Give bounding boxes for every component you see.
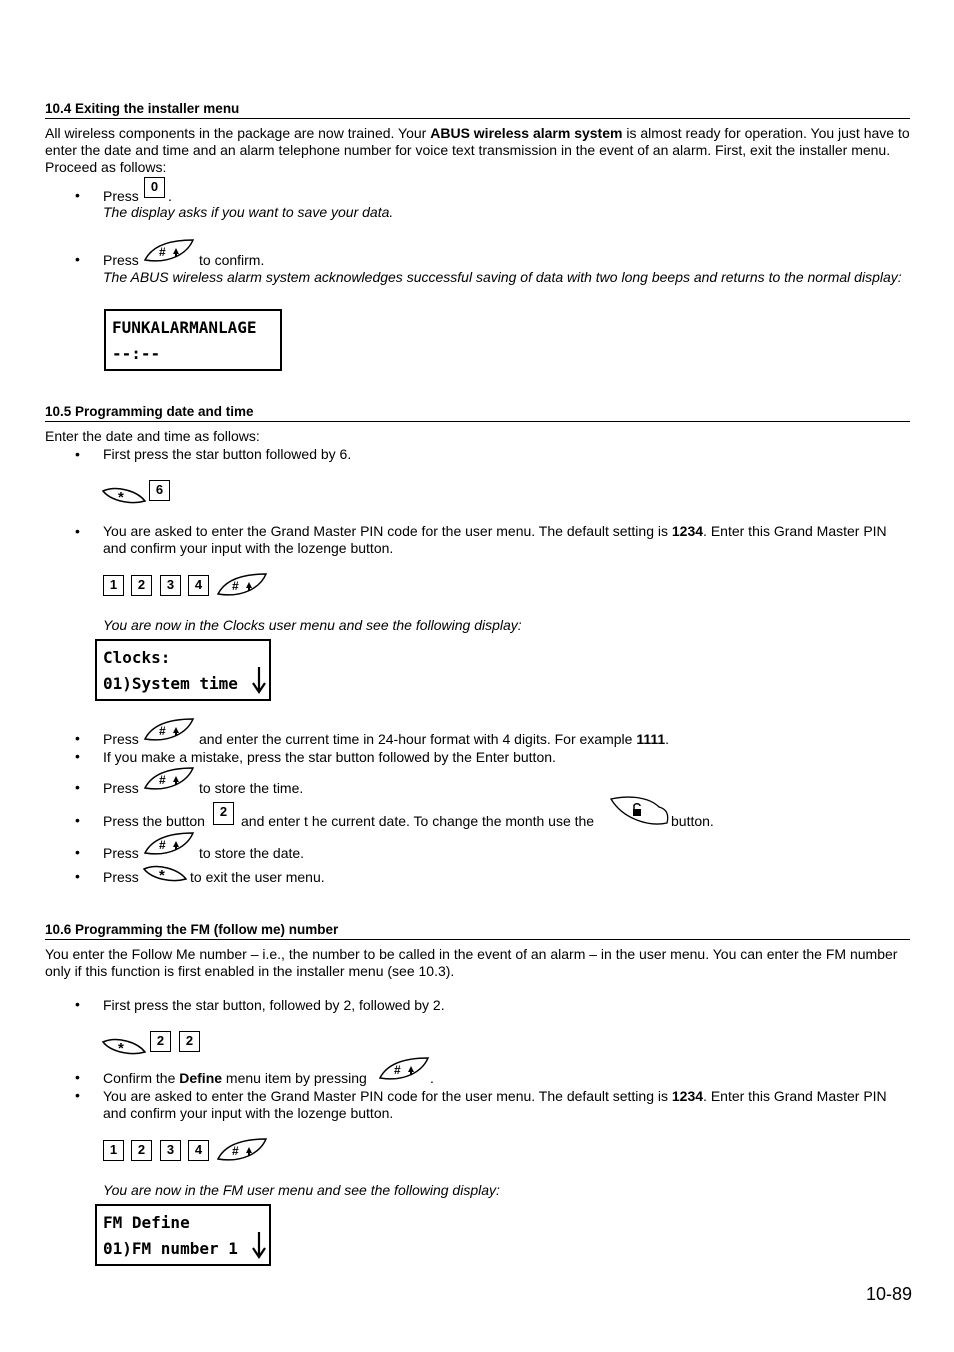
bullet: • (75, 1087, 80, 1103)
pin-default: 1234 (671, 1088, 704, 1104)
key-0: 0 (144, 177, 165, 198)
section-heading-10-4: 10.4 Exiting the installer menu (45, 101, 910, 119)
fm-menu-note: You are now in the FM user menu and see the following display: (103, 1182, 500, 1198)
key-2: 2 (213, 802, 234, 825)
bullet: • (75, 1069, 80, 1085)
key-2: 2 (131, 1140, 152, 1161)
press-label: Press (103, 869, 139, 885)
star-two-two-step: First press the star button, followed by 2, followed by 2. (103, 997, 445, 1013)
bullet: • (75, 996, 80, 1012)
confirm-text: to confirm. (199, 252, 265, 268)
intro-paragraph (45, 125, 910, 176)
enter-date-text: and enter t he current date. To change the month use the (241, 813, 595, 829)
bullet: • (75, 748, 80, 764)
key-4: 4 (188, 575, 209, 596)
bullet: • (75, 187, 80, 203)
down-arrow-icon (252, 1230, 266, 1260)
period: . (430, 1070, 434, 1086)
pin-text-a: You are asked to enter the Grand Master PIN code for the user menu. The default setting is (103, 523, 672, 539)
down-arrow-icon (252, 665, 266, 695)
bullet: • (75, 446, 80, 462)
pin-step (103, 1088, 903, 1122)
intro-text-a: All wireless components in the package are now trained. Your (45, 125, 431, 141)
key-2: 2 (150, 1031, 171, 1052)
hash-up-lozenge-icon (378, 1056, 430, 1084)
exit-user-menu-text: to exit the user menu. (190, 869, 325, 885)
key-4: 4 (188, 1140, 209, 1161)
save-data-note: The display asks if you want to save your data. (103, 204, 394, 220)
bullet: • (75, 251, 80, 267)
period: . (665, 731, 670, 747)
hash-up-lozenge-icon (216, 572, 268, 600)
date-time-intro: Enter the date and time as follows: (45, 428, 260, 444)
lcd-line-1: Clocks: (103, 648, 171, 667)
define-text-a: Confirm the (103, 1070, 180, 1086)
bullet: • (75, 812, 80, 828)
pin-text-c: . Enter this Grand Master PIN and confirm your input with the lozenge button. (103, 523, 887, 556)
lcd-line-2: 01)FM number 1 (103, 1239, 238, 1258)
pin-default: 1234 (671, 523, 704, 539)
unlock-button-icon (609, 795, 669, 827)
press-label: Press (103, 188, 139, 204)
button-word: button. (671, 813, 714, 829)
key-6: 6 (149, 480, 170, 501)
define-bold: Define (179, 1070, 223, 1086)
lcd-display-clocks (95, 639, 271, 701)
section-heading-10-5: 10.5 Programming date and time (45, 404, 910, 422)
bullet: • (75, 523, 80, 539)
pin-text-c: . Enter this Grand Master PIN and confirm your input with the lozenge button. (103, 1088, 887, 1121)
fm-intro: You enter the Follow Me number – i.e., the number to be called in the event of an alarm – in the user menu. You can enter the FM number only if this function is first enabled in the installer menu (see 10.3). (45, 946, 898, 979)
bullet: • (75, 779, 80, 795)
lcd-line-1: FM Define (103, 1213, 190, 1232)
press-label: Press (103, 731, 139, 747)
section-heading-10-6: 10.6 Programming the FM (follow me) number (45, 922, 910, 940)
clocks-menu-note: You are now in the Clocks user menu and see the following display: (103, 617, 522, 633)
lcd-display-normal (104, 309, 282, 371)
press-zero-step (103, 188, 903, 205)
enter-time-text (199, 731, 899, 748)
star-six-step: First press the star button followed by 6. (103, 446, 352, 462)
example-time: 1111 (636, 731, 666, 747)
key-2: 2 (179, 1031, 200, 1052)
intro-text-bold: ABUS wireless alarm system (430, 125, 623, 141)
key-2: 2 (131, 575, 152, 596)
pin-step (103, 523, 903, 557)
mistake-step: If you make a mistake, press the star button followed by the Enter button. (103, 749, 556, 765)
bullet: • (75, 844, 80, 860)
hash-up-lozenge-icon (216, 1137, 268, 1165)
hash-up-lozenge-icon (143, 238, 195, 266)
bullet: • (75, 730, 80, 746)
acknowledge-note: The ABUS wireless alarm system acknowledges successful saving of data with two long beeps and returns to the normal display: (103, 269, 902, 285)
star-button-icon (142, 861, 188, 885)
hash-up-lozenge-icon (143, 831, 195, 859)
pin-text-a: You are asked to enter the Grand Master PIN code for the user menu. The default setting is (103, 1088, 672, 1104)
press-button-label: Press the button (103, 813, 205, 829)
key-1: 1 (103, 1140, 124, 1161)
press-label: Press (103, 780, 139, 796)
page-number: 10-89 (865, 1284, 912, 1304)
lcd-display-fm (95, 1204, 271, 1266)
star-button-icon (101, 483, 147, 507)
press-label: Press (103, 252, 139, 268)
enter-time-a: and enter the current time in 24-hour format with 4 digits. For example (199, 731, 637, 747)
press-label: Press (103, 845, 139, 861)
key-3: 3 (160, 575, 181, 596)
hash-up-lozenge-icon (143, 766, 195, 794)
hash-up-lozenge-icon (143, 717, 195, 745)
define-step (103, 1070, 903, 1087)
define-text-c: menu item by pressing (222, 1070, 367, 1086)
key-3: 3 (160, 1140, 181, 1161)
key-1: 1 (103, 575, 124, 596)
store-date-text: to store the date. (199, 845, 305, 861)
intro-text-c: is almost ready for operation. You just have to enter the date and time and an alarm telephone number for voice text transmission in the event of an alarm. First, exit the installer menu. Proceed as follows: (45, 125, 910, 175)
bullet: • (75, 868, 80, 884)
lcd-line-1: FUNKALARMANLAGE (112, 318, 257, 337)
lcd-line-2: --:-- (112, 344, 161, 363)
store-time-text: to store the time. (199, 780, 304, 796)
lcd-line-2: 01)System time (103, 674, 238, 693)
period: . (168, 188, 172, 204)
star-button-icon (101, 1034, 147, 1058)
